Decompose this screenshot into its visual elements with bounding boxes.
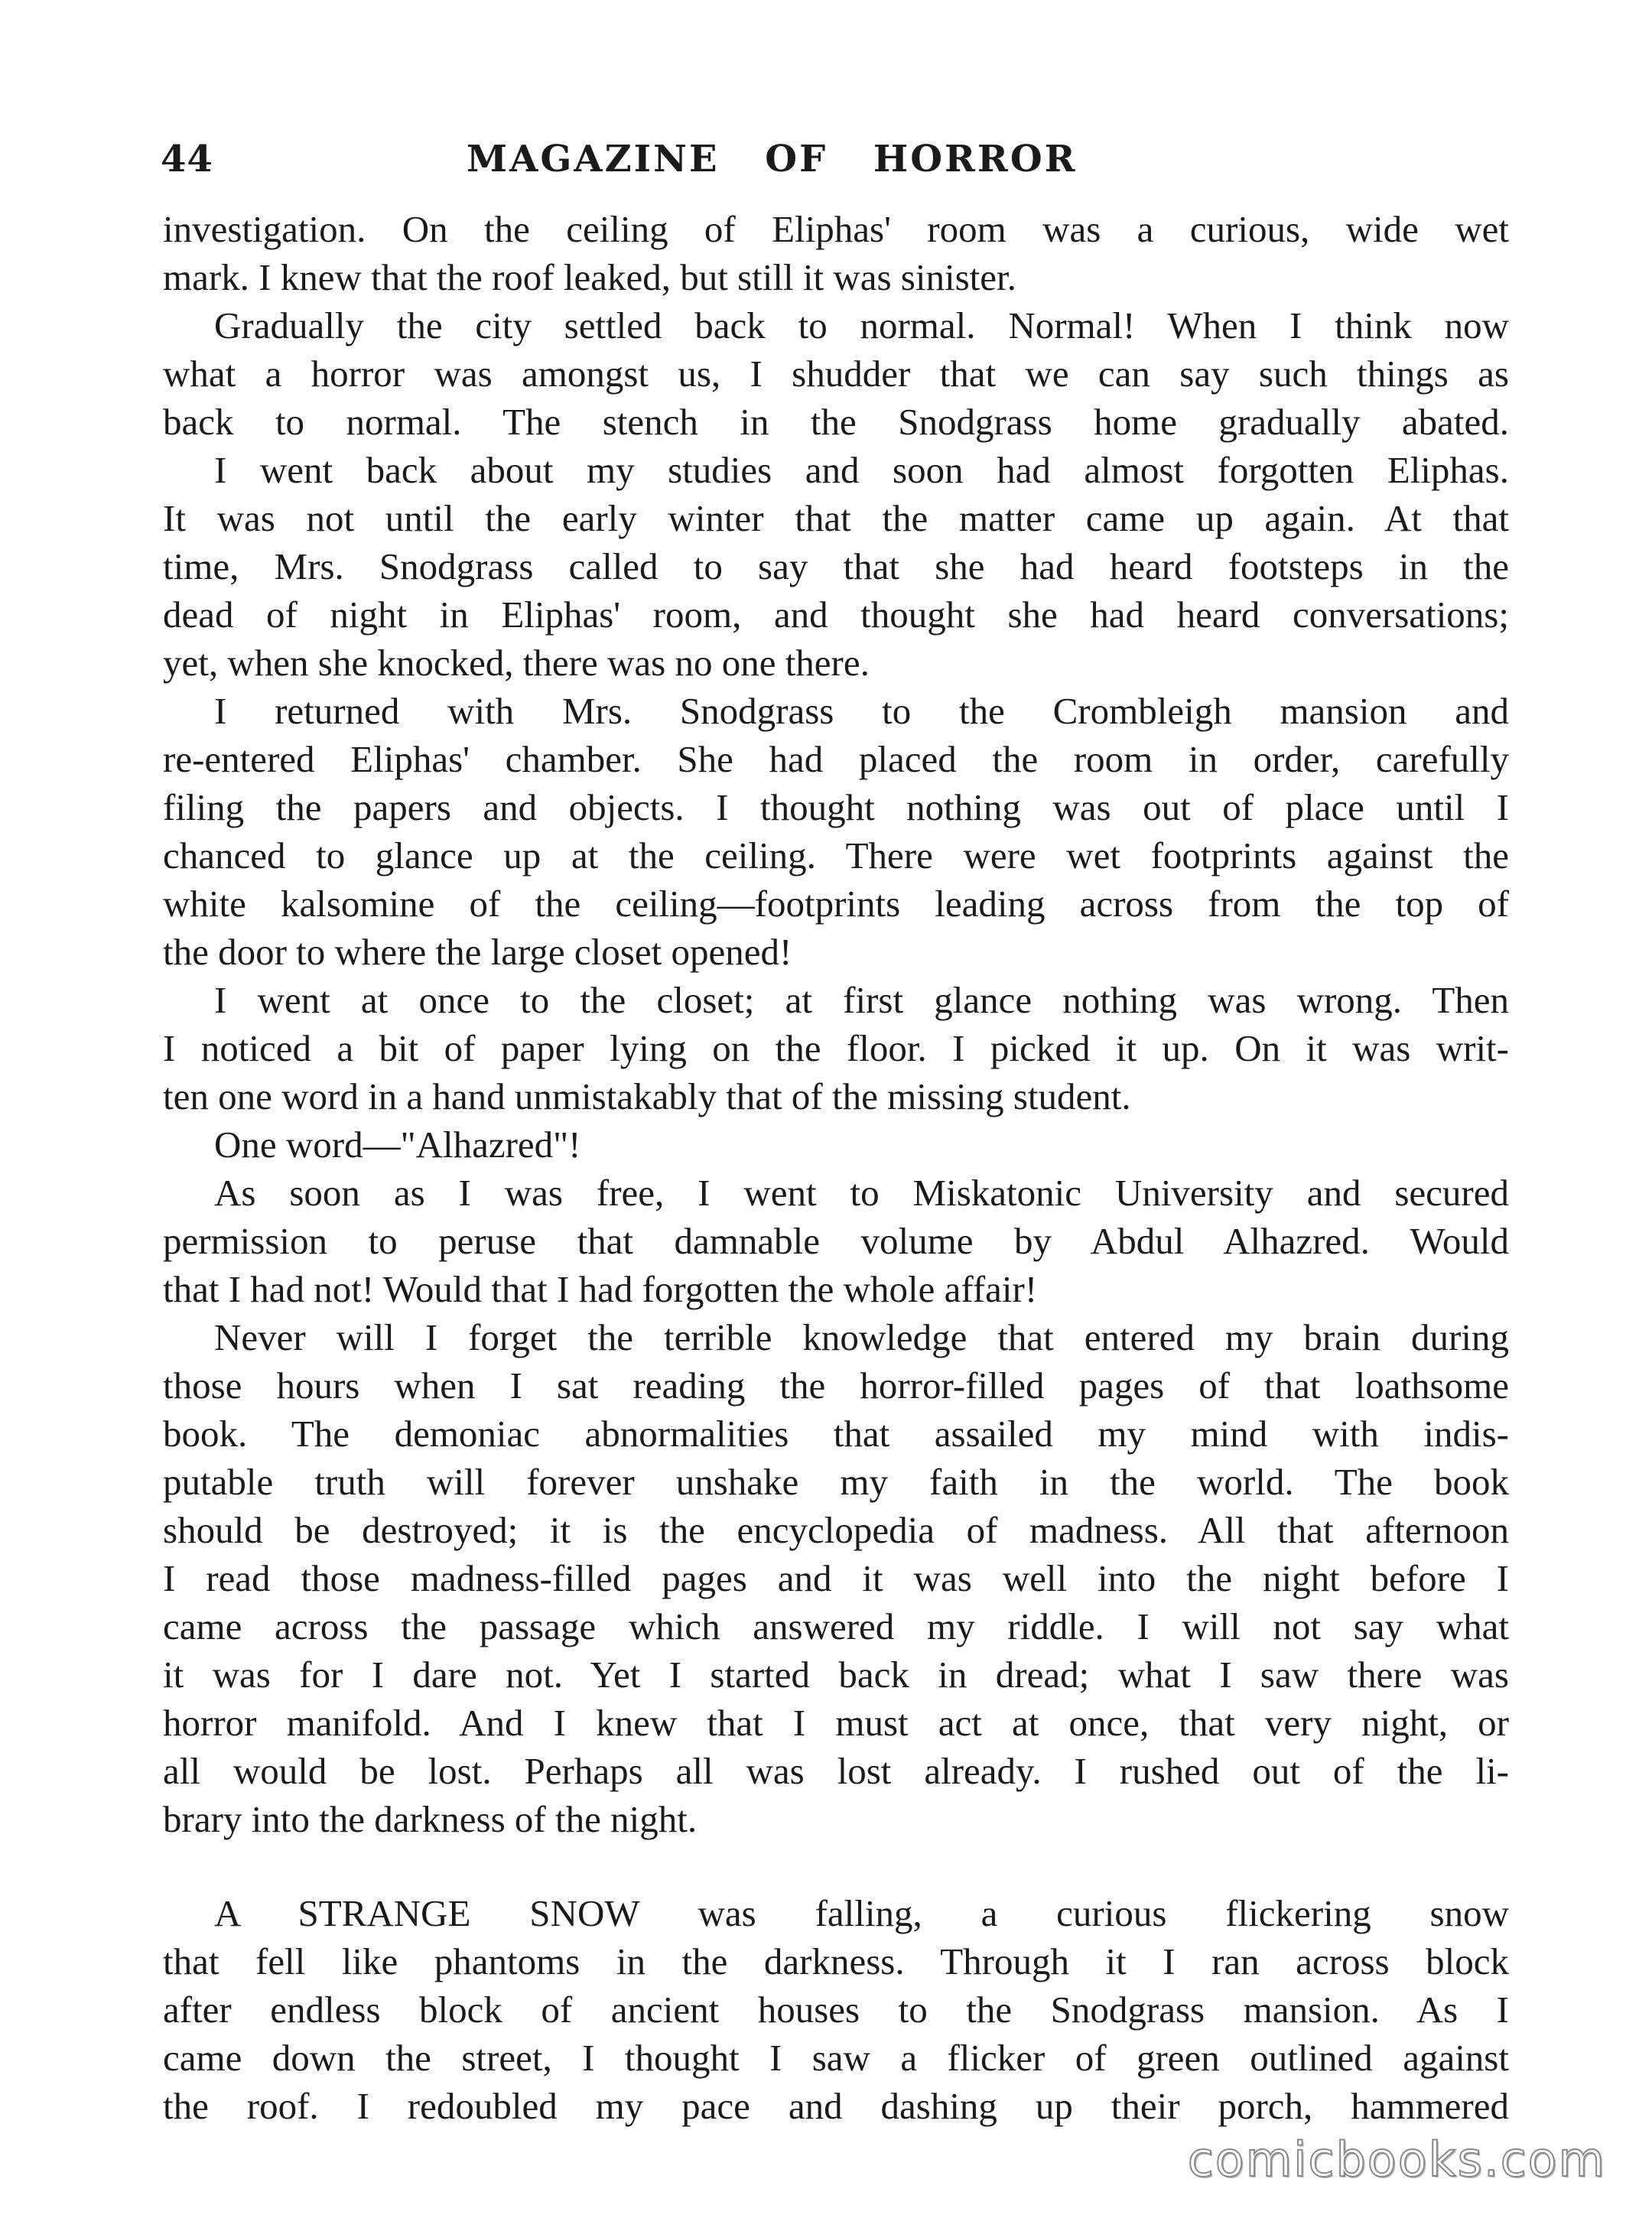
text-line: dead of night in Eliphas' room, and thought she had heard conversations;: [163, 594, 1509, 636]
text-line: back to normal. The stench in the Snodgrass home gradually abated.: [163, 401, 1509, 443]
text-line: that I had not! Would that I had forgotten the whole affair!: [163, 1268, 1038, 1310]
text-line: I went at once to the closet; at first glance nothing was wrong. Then: [214, 979, 1509, 1021]
text-line: permission to peruse that damnable volume by Abdul Alhazred. Would: [163, 1220, 1509, 1262]
text-line: One word—"Alhazred"!: [214, 1124, 581, 1166]
text-line: As soon as I was free, I went to Miskatonic University and secured: [214, 1172, 1509, 1214]
section-break: [163, 1843, 1509, 1889]
text-line: came across the passage which answered my riddle. I will not say what: [163, 1605, 1509, 1647]
text-line: A STRANGE SNOW was falling, a curious flickering snow: [214, 1892, 1509, 1934]
body-text: [163, 205, 1509, 2130]
text-line: after endless block of ancient houses to the Snodgrass mansion. As I: [163, 1989, 1509, 2031]
text-line: the roof. I redoubled my pace and dashing up their porch, hammered: [163, 2085, 1509, 2127]
text-line: investigation. On the ceiling of Eliphas' room was a curious, wide wet: [163, 208, 1509, 250]
text-line: Never will I forget the terrible knowledge that entered my brain during: [214, 1316, 1509, 1358]
page-header: [161, 138, 1507, 191]
text-line: that fell like phantoms in the darkness. Through it I ran across block: [163, 1940, 1509, 1982]
text-line: I went back about my studies and soon had almost forgotten Eliphas.: [214, 449, 1509, 491]
text-line: should be destroyed; it is the encyclopedia of madness. All that afternoon: [163, 1509, 1509, 1551]
text-line: I noticed a bit of paper lying on the floor. I picked it up. On it was writ-: [163, 1027, 1509, 1069]
text-line: all would be lost. Perhaps all was lost already. I rushed out of the li-: [163, 1750, 1509, 1792]
text-line: book. The demoniac abnormalities that assailed my mind with indis-: [163, 1413, 1509, 1455]
text-line: filing the papers and objects. I thought nothing was out of place until I: [163, 786, 1509, 828]
page-number: 44: [161, 138, 213, 180]
text-line: what a horror was amongst us, I shudder that we can say such things as: [163, 353, 1509, 395]
text-line: time, Mrs. Snodgrass called to say that she had heard footsteps in the: [163, 545, 1509, 587]
text-line: It was not until the early winter that the matter came up again. At that: [163, 497, 1509, 539]
text-line: horror manifold. And I knew that I must act at once, that very night, or: [163, 1702, 1509, 1744]
text-line: mark. I knew that the roof leaked, but still it was sinister.: [163, 256, 1016, 298]
text-line: those hours when I sat reading the horror-filled pages of that loathsome: [163, 1364, 1509, 1407]
watermark: comicbooks.com: [1187, 2132, 1606, 2187]
text-line: brary into the darkness of the night.: [163, 1798, 698, 1840]
text-line: I read those madness-filled pages and it was well into the night before I: [163, 1557, 1509, 1599]
text-line: yet, when she knocked, there was no one there.: [163, 642, 870, 684]
text-line: came down the street, I thought I saw a flicker of green outlined against: [163, 2037, 1509, 2079]
text-line: re-entered Eliphas' chamber. She had placed the room in order, carefully: [163, 738, 1509, 780]
text-line: it was for I dare not. Yet I started back in dread; what I saw there was: [163, 1654, 1509, 1696]
text-line: ten one word in a hand unmistakably that of the missing student.: [163, 1075, 1131, 1117]
text-line: Gradually the city settled back to normal. Normal! When I think now: [214, 304, 1509, 346]
text-line: I returned with Mrs. Snodgrass to the Crombleigh mansion and: [214, 690, 1509, 732]
text-line: chanced to glance up at the ceiling. There were wet footprints against the: [163, 834, 1509, 876]
running-head: MAGAZINE OF HORROR: [467, 138, 1078, 180]
text-line: putable truth will forever unshake my faith in the world. The book: [163, 1461, 1509, 1503]
text-line: white kalsomine of the ceiling—footprints leading across from the top of: [163, 883, 1509, 925]
text-line: the door to where the large closet opened!: [163, 931, 792, 973]
